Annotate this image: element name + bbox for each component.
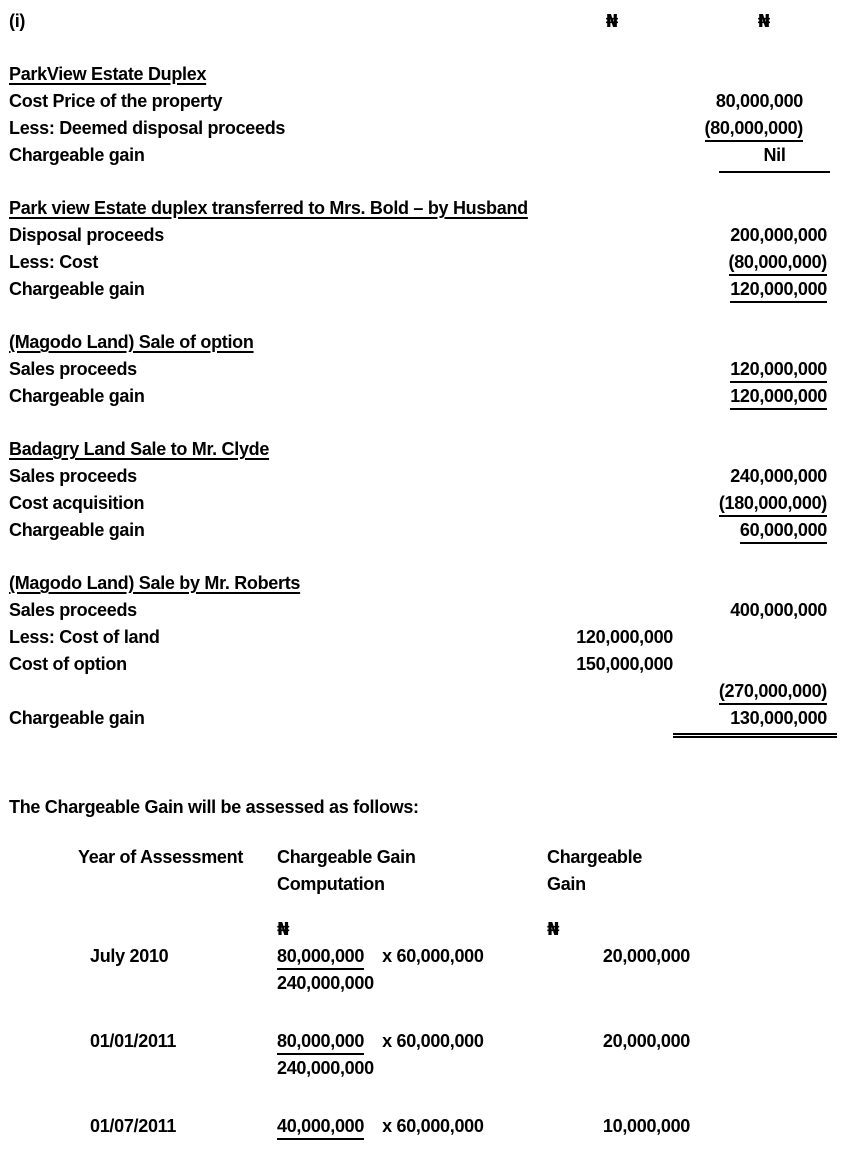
statement-row-middle-value <box>493 356 673 383</box>
statement-row-middle-value <box>493 705 673 732</box>
statement-section <box>9 436 827 544</box>
assessment-year: 01/01/2011 <box>90 1031 177 1051</box>
statement-row-right-value <box>673 463 827 490</box>
assessment-row-denominator-line <box>9 1140 827 1167</box>
assessment-table-row <box>9 1113 827 1167</box>
statement-row-middle-value <box>493 624 673 651</box>
statement-row-label: Disposal proceeds <box>9 225 164 245</box>
statement-row <box>9 624 827 651</box>
statement-row <box>9 705 827 732</box>
statement-row <box>9 249 827 276</box>
computation-numerator: 80,000,000 <box>277 944 364 970</box>
statement-row-right-value <box>673 705 827 732</box>
assessment-table-body <box>9 943 827 1167</box>
statement-section <box>9 329 827 410</box>
statement-section <box>9 195 827 303</box>
statement-row-middle-value <box>493 517 673 544</box>
statement-row-label: Cost acquisition <box>9 493 145 513</box>
section-heading-text: Badagry Land Sale to Mr. Clyde <box>9 439 270 459</box>
assessment-row-denominator-line <box>9 1055 827 1082</box>
statement-row-right-value <box>673 88 827 115</box>
assessment-table-header-row-1 <box>9 844 827 871</box>
statement-row-middle-value <box>493 463 673 490</box>
statement-row-middle-value <box>493 142 673 169</box>
chargeable-gain-amount: 20,000,000 <box>602 1031 690 1051</box>
statement-row-right-value <box>673 597 827 624</box>
statement-row-middle-value <box>493 276 673 303</box>
statement-row-right-value <box>673 383 827 410</box>
computation-denominator: 240,000,000 <box>277 1058 374 1078</box>
chargeable-gain-amount: 20,000,000 <box>602 946 690 966</box>
statement-row-right-value <box>673 115 827 142</box>
computation-denominator: 240,000,000 <box>277 973 374 993</box>
capital-gains-statement <box>9 61 827 732</box>
statement-row-right-value <box>673 651 827 678</box>
statement-row-label: Sales proceeds <box>9 466 137 486</box>
right-amount-underlined: 120,000,000 <box>730 277 827 303</box>
middle-amount: 150,000,000 <box>576 654 673 674</box>
statement-row-right-value <box>673 490 827 517</box>
statement-currency-header-row <box>9 8 827 35</box>
section-heading-text: (Magodo Land) Sale by Mr. Roberts <box>9 573 301 593</box>
right-amount: 400,000,000 <box>730 600 827 620</box>
statement-row-label: Sales proceeds <box>9 359 137 379</box>
statement-row-right-value <box>673 222 827 249</box>
chargeable-gain-computation-header-line2: Computation <box>277 874 385 894</box>
statement-row <box>9 678 827 705</box>
right-amount-underlined: (270,000,000) <box>719 679 827 705</box>
assessment-table-header-row-2 <box>9 871 827 898</box>
assessment-table-row <box>9 1028 827 1082</box>
computation-numerator: 40,000,000 <box>277 1114 364 1140</box>
statement-row-label: Cost of option <box>9 654 127 674</box>
statement-row-right-value <box>673 356 827 383</box>
statement-row-middle-value <box>493 383 673 410</box>
naira-symbol-computation-column: ₦ <box>277 919 290 940</box>
section-heading <box>9 436 827 463</box>
statement-row <box>9 517 827 544</box>
section-heading <box>9 61 827 88</box>
statement-row-right-value <box>673 276 827 303</box>
statement-row-middle-value <box>493 490 673 517</box>
assessment-row-main-line <box>9 943 827 970</box>
statement-row-middle-value <box>493 678 673 705</box>
statement-row-label: Chargeable gain <box>9 520 145 540</box>
assessment-table-currency-row <box>9 916 827 943</box>
statement-row <box>9 356 827 383</box>
statement-section <box>9 570 827 732</box>
right-amount-underlined: (80,000,000) <box>705 116 803 142</box>
section-heading-text: (Magodo Land) Sale of option <box>9 332 254 352</box>
section-heading <box>9 329 827 356</box>
statement-row-label: Less: Deemed disposal proceeds <box>9 118 286 138</box>
statement-row-label: Less: Cost <box>9 252 99 272</box>
right-amount: 240,000,000 <box>730 466 827 486</box>
right-amount-underlined: 120,000,000 <box>730 357 827 383</box>
assessment-table-row <box>9 943 827 997</box>
naira-symbol-gain-column: ₦ <box>547 919 560 940</box>
section-heading <box>9 570 827 597</box>
nil-total-amount: Nil <box>719 145 830 173</box>
statement-row <box>9 463 827 490</box>
statement-row-right-value <box>673 517 827 544</box>
section-heading <box>9 195 827 222</box>
statement-row-label: Chargeable gain <box>9 386 145 406</box>
right-amount-underlined: (180,000,000) <box>719 491 827 517</box>
assessment-year: July 2010 <box>90 946 169 966</box>
statement-row-right-value <box>673 678 827 705</box>
computation-expression <box>277 1113 484 1140</box>
assessment-row-main-line <box>9 1113 827 1140</box>
statement-row-middle-value <box>493 651 673 678</box>
computation-numerator: 80,000,000 <box>277 1029 364 1055</box>
section-heading-text: ParkView Estate Duplex <box>9 64 207 84</box>
statement-row-label: Less: Cost of land <box>9 627 160 647</box>
statement-row-label: Chargeable gain <box>9 145 145 165</box>
statement-row <box>9 490 827 517</box>
statement-row-middle-value <box>493 115 673 142</box>
right-amount-underlined: 60,000,000 <box>740 518 827 544</box>
statement-row <box>9 383 827 410</box>
statement-row-right-value <box>673 142 827 169</box>
statement-section <box>9 61 827 169</box>
right-amount-underlined: 120,000,000 <box>730 384 827 410</box>
assessment-table <box>9 844 827 1167</box>
year-of-assessment-header: Year of Assessment <box>78 847 244 867</box>
chargeable-gain-amount: 10,000,000 <box>602 1116 690 1136</box>
statement-row-middle-value <box>493 222 673 249</box>
statement-row <box>9 276 827 303</box>
chargeable-gain-header-line1: Chargeable <box>547 847 643 867</box>
statement-row <box>9 115 827 142</box>
item-label: (i) <box>9 11 26 31</box>
computation-expression <box>277 1028 484 1055</box>
middle-amount: 120,000,000 <box>576 627 673 647</box>
assessment-intro-text: The Chargeable Gain will be assessed as follows: <box>9 797 419 817</box>
statement-row-label <box>9 678 493 705</box>
statement-row-right-value <box>673 249 827 276</box>
double-ruled-total-amount: 130,000,000 <box>673 707 837 738</box>
chargeable-gain-computation-header-line1: Chargeable Gain <box>277 847 416 867</box>
statement-row-label: Chargeable gain <box>9 708 145 728</box>
statement-row <box>9 88 827 115</box>
statement-row-label: Cost Price of the property <box>9 91 223 111</box>
statement-row-middle-value <box>493 249 673 276</box>
computation-expression <box>277 943 484 970</box>
statement-row-label: Chargeable gain <box>9 279 145 299</box>
statement-row-middle-value <box>493 88 673 115</box>
chargeable-gain-header-line2: Gain <box>547 874 586 894</box>
statement-row <box>9 597 827 624</box>
computation-multiplier: x 60,000,000 <box>382 946 484 966</box>
computation-multiplier: x 60,000,000 <box>382 1031 484 1051</box>
assessment-year: 01/07/2011 <box>90 1116 177 1136</box>
statement-row-right-value <box>673 624 827 651</box>
right-amount-underlined: (80,000,000) <box>729 250 827 276</box>
right-amount: 80,000,000 <box>715 91 803 111</box>
assessment-row-denominator-line <box>9 970 827 997</box>
statement-row-middle-value <box>493 597 673 624</box>
assessment-row-main-line <box>9 1028 827 1055</box>
statement-row <box>9 222 827 249</box>
section-heading-text: Park view Estate duplex transferred to Mrs. Bold – by Husband <box>9 198 528 218</box>
statement-row <box>9 651 827 678</box>
statement-row <box>9 142 827 169</box>
computation-multiplier: x 60,000,000 <box>382 1116 484 1136</box>
right-amount: 200,000,000 <box>730 225 827 245</box>
naira-symbol-mid-column: ₦ <box>605 11 618 32</box>
naira-symbol-right-column: ₦ <box>757 11 770 32</box>
statement-row-label: Sales proceeds <box>9 600 137 620</box>
